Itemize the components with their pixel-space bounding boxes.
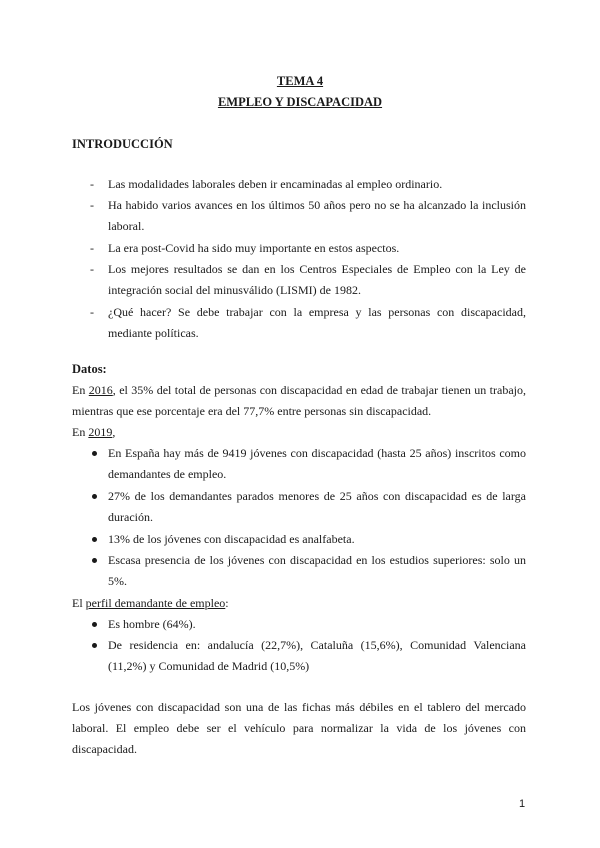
bullet-icon xyxy=(92,537,97,542)
topic-number: TEMA 4 xyxy=(276,74,324,88)
list-dash: - xyxy=(90,262,94,276)
list-item: Es hombre (64%). xyxy=(108,617,196,631)
perfil-heading: El perfil demandante de empleo: xyxy=(72,596,229,610)
year-2016: 2016 xyxy=(88,383,113,397)
bullet-icon xyxy=(92,643,97,648)
list-item: 27% de los demandantes parados menores de 25 años con discapacidad es de larga duración. xyxy=(108,489,526,524)
list-item: Ha habido varios avances en los últimos 50 años pero no se ha alcanzado la inclusión laboral. xyxy=(108,198,526,233)
intro-heading: INTRODUCCIÓN xyxy=(72,137,173,151)
year-2019: 2019 xyxy=(88,425,113,439)
list-item: Las modalidades laborales deben ir encaminadas al empleo ordinario. xyxy=(108,177,443,191)
list-item: En España hay más de 9419 jóvenes con discapacidad (hasta 25 años) inscritos como demandantes de empleo. xyxy=(108,446,526,481)
page-title: EMPLEO Y DISCAPACIDAD xyxy=(217,95,383,109)
page-number: 1 xyxy=(519,798,526,810)
bullet-icon xyxy=(92,451,97,456)
list-item: La era post-Covid ha sido muy importante en estos aspectos. xyxy=(108,241,400,255)
bullet-icon xyxy=(92,622,97,627)
datos-heading: Datos: xyxy=(72,362,107,376)
list-item: 13% de los jóvenes con discapacidad es analfabeta. xyxy=(108,532,355,546)
list-item: De residencia en: andalucía (22,7%), Cataluña (15,6%), Comunidad Valenciana (11,2%) y Comunidad de Madrid (10,5%) xyxy=(108,638,526,673)
conclusion-paragraph: Los jóvenes con discapacidad son una de las fichas más débiles en el tablero del mercado laboral. El empleo debe ser el vehículo para normalizar la vida de los jóvenes con discapacidad. xyxy=(72,700,526,756)
list-item: ¿Qué hacer? Se debe trabajar con la empresa y las personas con discapacidad, mediante políticas. xyxy=(108,305,526,340)
bullet-icon xyxy=(92,494,97,499)
list-item: Los mejores resultados se dan en los Centros Especiales de Empleo con la Ley de integración social del minusválido (LISMI) de 1982. xyxy=(108,262,526,297)
list-dash: - xyxy=(90,177,94,191)
list-item: Escasa presencia de los jóvenes con discapacidad en los estudios superiores: solo un 5%. xyxy=(108,553,526,588)
list-dash: - xyxy=(90,241,94,255)
paragraph-2016: En 2016, el 35% del total de personas con discapacidad en edad de trabajar tienen un trabajo, mientras que ese porcentaje era del 77,7% entre personas sin discapacidad. En 2019, xyxy=(72,383,526,439)
list-dash: - xyxy=(90,198,94,212)
bullet-icon xyxy=(92,558,97,563)
list-dash: - xyxy=(90,305,94,319)
